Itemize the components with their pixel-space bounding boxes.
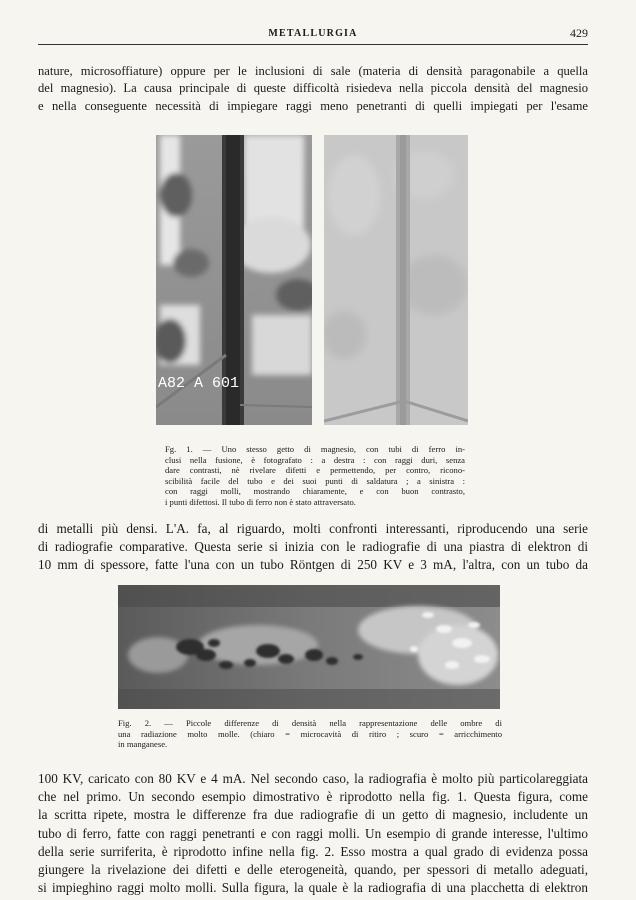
- figure-2-radiograph: [118, 585, 500, 709]
- text-line: che nel primo. Un secondo esempio dimostrativo è riprodotto nella fig. 1. Questa figura, come: [38, 789, 588, 805]
- caption-line: i punti difettosi. Il tubo di ferro non è stato attraversato.: [165, 496, 356, 507]
- page-header: [38, 28, 588, 45]
- text-line: si impieghino raggi molto molli. Sulla figura, la quale è la radiografia di una placchetta di elektron: [38, 880, 588, 896]
- figure-2-caption: [118, 718, 502, 750]
- page-number: 429: [570, 26, 588, 40]
- text-line: nature, microsoffiature) oppure per le inclusioni di sale (materia di densità paragonabile a quella: [38, 64, 588, 78]
- text-line: la scritta ripete, mostra le differenze fra due radiografie di un getto di magnesio, includente un: [38, 807, 588, 823]
- paragraph-3: [38, 770, 588, 897]
- text-line: giungere la rivelazione dei difetti e delle eterogeneità, quando, per spessori di metallo adeguati,: [38, 862, 588, 878]
- text-line: tubo di ferro, fatte con raggi penetranti e con raggi molli. Un esempio di grande interesse, l'ultimo: [38, 825, 588, 841]
- figure-1-left-radiograph: [156, 135, 312, 425]
- caption-line: dare contrasti, nè rivelare difetti e permettendo, per contro, ricono-: [165, 465, 465, 475]
- figure-1-right-radiograph: [324, 135, 468, 425]
- caption-line: clusi nella fusione, è fotografato : a destra : con raggi duri, senza: [165, 454, 465, 465]
- text-line: e nella conseguente necessità di impiegare raggi meno penetranti di quelli impiegati per l'esame: [38, 98, 588, 113]
- running-title: METALLURGIA: [268, 28, 358, 39]
- text-line: 100 KV, caricato con 80 KV e 4 mA. Nel secondo caso, la radiografia è molto più particolareggiata: [38, 771, 588, 786]
- caption-line: una radiazione molto molle. (chiaro = microcavità di ritiro ; scuro = arricchimento: [118, 728, 502, 739]
- text-line: di metalli più densi. L'A. fa, al riguardo, molti confronti interessanti, riproducendo una serie: [38, 521, 588, 536]
- caption-line: con raggi molli, mostrando chiaramente, e con buon contrasto,: [165, 486, 465, 496]
- text-line: del magnesio). La causa principale di queste difficoltà risiedeva nella piccola densità del magnesio: [38, 81, 588, 96]
- caption-line: in manganese.: [118, 739, 168, 749]
- caption-line: Fig. 2. — Piccole differenze di densità nella rappresentazione delle ombre di: [118, 718, 502, 728]
- film-marking-text: A82 A 601: [158, 375, 240, 392]
- paragraph-1: [38, 63, 588, 115]
- text-line: di radiografie comparative. Questa serie si inizia con le radiografie di una piastra di elektron di: [38, 539, 588, 554]
- figure-1-caption: [165, 444, 465, 507]
- paragraph-2: [38, 520, 588, 574]
- text-line: della serie surriferita, è riprodotto infine nella fig. 2. Esso mostra a qual grado di evidenza possa: [38, 843, 588, 859]
- caption-line: Fg. 1. — Uno stesso getto di magnesio, con tubi di ferro in-: [165, 444, 465, 454]
- caption-line: scibilità facile del tubo e dei suoi punti di saldatura ; a sinistra :: [165, 475, 465, 486]
- text-line: 10 mm di spessore, fatte l'una con un tubo Röntgen di 250 KV e 3 mA, l'altra, con un tubo da: [38, 557, 588, 572]
